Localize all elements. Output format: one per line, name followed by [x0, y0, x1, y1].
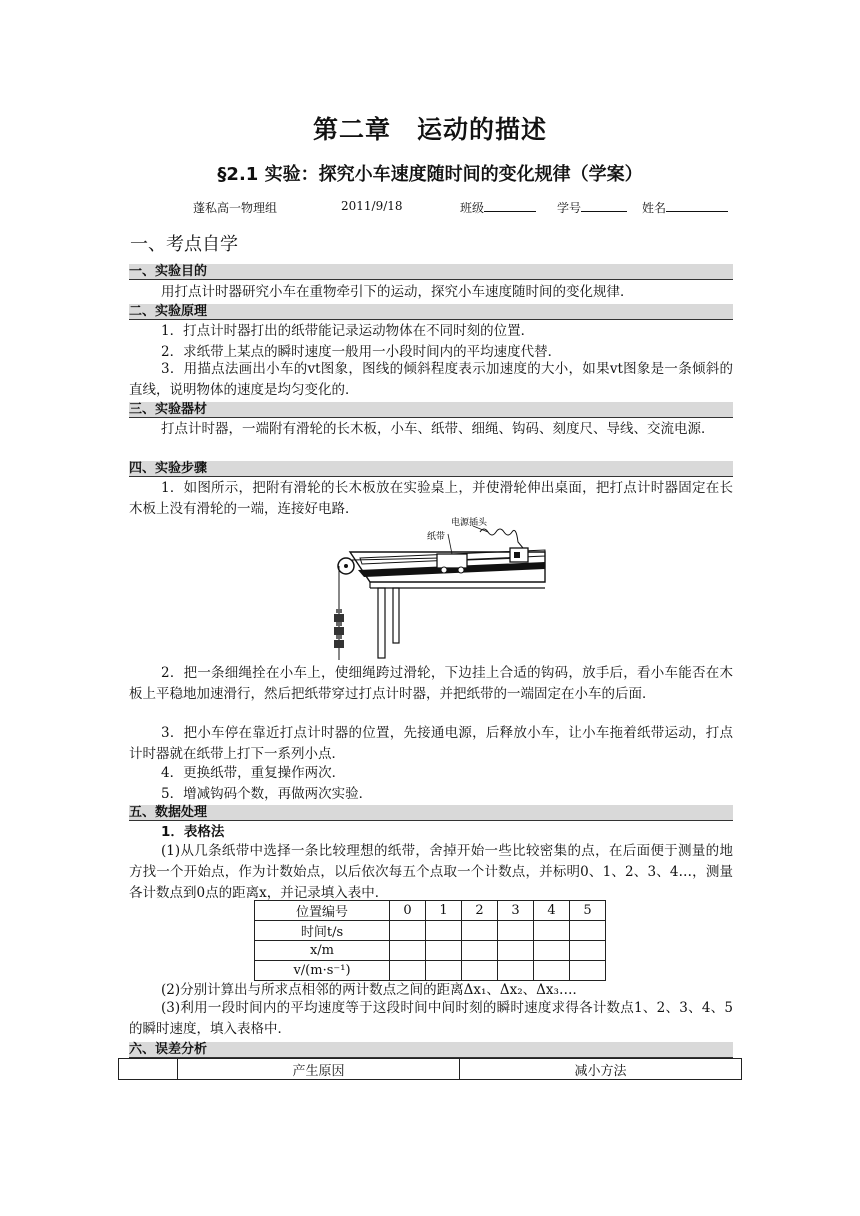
section-rule	[129, 319, 733, 320]
table-header-cell: 2	[462, 901, 498, 921]
author-group: 蓬私高一物理组	[193, 201, 278, 215]
section-heading-equipment: 三、实验器材	[129, 402, 733, 417]
table-cell[interactable]	[534, 921, 570, 941]
lesson-title: §2.1 实验：探究小车速度随时间的变化规律（学案）	[217, 164, 643, 185]
class-blank[interactable]	[484, 199, 536, 212]
table-cell[interactable]	[498, 941, 534, 961]
section-heading-steps: 四、实验步骤	[129, 461, 733, 476]
table-cell[interactable]	[426, 921, 462, 941]
step-item: 2．把一条细绳拴在小车上，使细绳跨过滑轮，下边挂上合适的钩码，放手后，看小车能否在木板上平稳地加速滑行，然后把纸带穿过打点计时器，并把纸带的一端固定在小车的后面．	[129, 665, 733, 702]
table-cell[interactable]	[498, 961, 534, 981]
table-header-cell: 4	[534, 901, 570, 921]
step-item: 1．如图所示，把附有滑轮的长木板放在实验桌上，并使滑轮伸出桌面，把打点计时器固定在长木板上没有滑轮的一端，连接好电路．	[129, 480, 733, 517]
data-paragraph: (3)利用一段时间内的平均速度等于这段时间中间时刻的瞬时速度求得各计数点1、2、3、4、5的瞬时速度，填入表格中．	[129, 1000, 733, 1037]
table-cell[interactable]	[570, 921, 606, 941]
section-heading-error: 六、误差分析	[129, 1042, 733, 1057]
data-paragraph: (2)分别计算出与所求点相邻的两计数点之间的距离Δx₁、Δx₂、Δx₃…．	[161, 982, 586, 998]
table-row-label: v/(m·s⁻¹)	[255, 961, 390, 981]
table-cell[interactable]	[426, 941, 462, 961]
table-header-cell: 0	[390, 901, 426, 921]
table-row-label: x/m	[255, 941, 390, 961]
table-cell[interactable]	[390, 921, 426, 941]
number-field[interactable]	[557, 199, 627, 216]
data-paragraph: (1)从几条纸带中选择一条比较理想的纸带，舍掉开始一些比较密集的点，在后面便于测量的地方找一个开始点，作为计数始点，以后依次每五个点取一个计数点，并标明0、1、2、3、4…，测量各计数点到0点的距离x，并记录填入表中．	[129, 843, 733, 901]
table-row	[119, 1059, 742, 1080]
name-field[interactable]	[642, 199, 728, 216]
table-header-cell: 产生原因	[178, 1059, 460, 1080]
table-header-cell: 5	[570, 901, 606, 921]
section-heading-data: 五、数据处理	[129, 805, 733, 820]
step-item: 4．更换纸带，重复操作两次．	[161, 765, 346, 781]
step-item: 5．增减钩码个数，再做两次实验．	[161, 786, 373, 802]
class-label: 班级	[460, 201, 485, 215]
step-item: 3．把小车停在靠近打点计时器的位置，先接通电源，后释放小车，让小车拖着纸带运动，打点计时器就在纸带上打下一系列小点．	[129, 725, 733, 762]
date: 2011/9/18	[341, 199, 403, 213]
principle-item: 2．求纸带上某点的瞬时速度一般用一小段时间内的平均速度代替．	[161, 344, 562, 360]
class-field[interactable]	[460, 199, 536, 216]
table-row	[255, 901, 606, 921]
error-table	[118, 1058, 742, 1080]
number-label: 学号	[557, 201, 582, 215]
data-subheading: 1．表格法	[161, 824, 225, 840]
section-rule	[129, 476, 733, 477]
principle-item: 3．用描点法画出小车的vt图象，图线的倾斜程度表示加速度的大小，如果vt图象是一条倾斜的直线，说明物体的速度是均匀变化的．	[129, 361, 733, 398]
section-rule	[129, 417, 733, 418]
section-rule	[129, 279, 733, 280]
name-blank[interactable]	[666, 199, 728, 212]
figure-label-power-plug: 电源插头	[451, 518, 488, 528]
section-rule	[129, 820, 733, 821]
name-label: 姓名	[642, 201, 667, 215]
table-cell[interactable]	[390, 961, 426, 981]
figure-label-tape: 纸带	[427, 532, 446, 542]
table-cell[interactable]	[462, 941, 498, 961]
table-cell[interactable]	[462, 921, 498, 941]
table-row	[255, 921, 606, 941]
table-cell[interactable]	[426, 961, 462, 981]
data-table	[254, 900, 606, 981]
table-row	[255, 941, 606, 961]
table-cell[interactable]	[462, 961, 498, 981]
equipment-text: 打点计时器，一端附有滑轮的长木板，小车、纸带、细绳、钩码、刻度尺、导线、交流电源．	[161, 421, 715, 437]
purpose-text: 用打点计时器研究小车在重物牵引下的运动，探究小车速度随时间的变化规律．	[161, 284, 634, 300]
part-title: 一、考点自学	[130, 234, 238, 255]
table-cell[interactable]	[570, 961, 606, 981]
table-header-cell: 减小方法	[460, 1059, 742, 1080]
table-header-cell	[119, 1059, 178, 1080]
table-header-cell: 1	[426, 901, 462, 921]
table-cell[interactable]	[534, 961, 570, 981]
table-header-cell: 3	[498, 901, 534, 921]
number-blank[interactable]	[581, 199, 627, 212]
apparatus-figure	[330, 514, 555, 664]
table-header-cell: 位置编号	[255, 901, 390, 921]
chapter-title: 第二章 运动的描述	[312, 115, 547, 144]
principle-item: 1．打点计时器打出的纸带能记录运动物体在不同时刻的位置．	[161, 323, 535, 339]
table-cell[interactable]	[570, 941, 606, 961]
table-cell[interactable]	[534, 941, 570, 961]
section-heading-purpose: 一、实验目的	[129, 264, 733, 279]
section-heading-principle: 二、实验原理	[129, 304, 733, 319]
table-cell[interactable]	[498, 921, 534, 941]
table-row	[255, 961, 606, 981]
table-cell[interactable]	[390, 941, 426, 961]
table-row-label: 时间t/s	[255, 921, 390, 941]
